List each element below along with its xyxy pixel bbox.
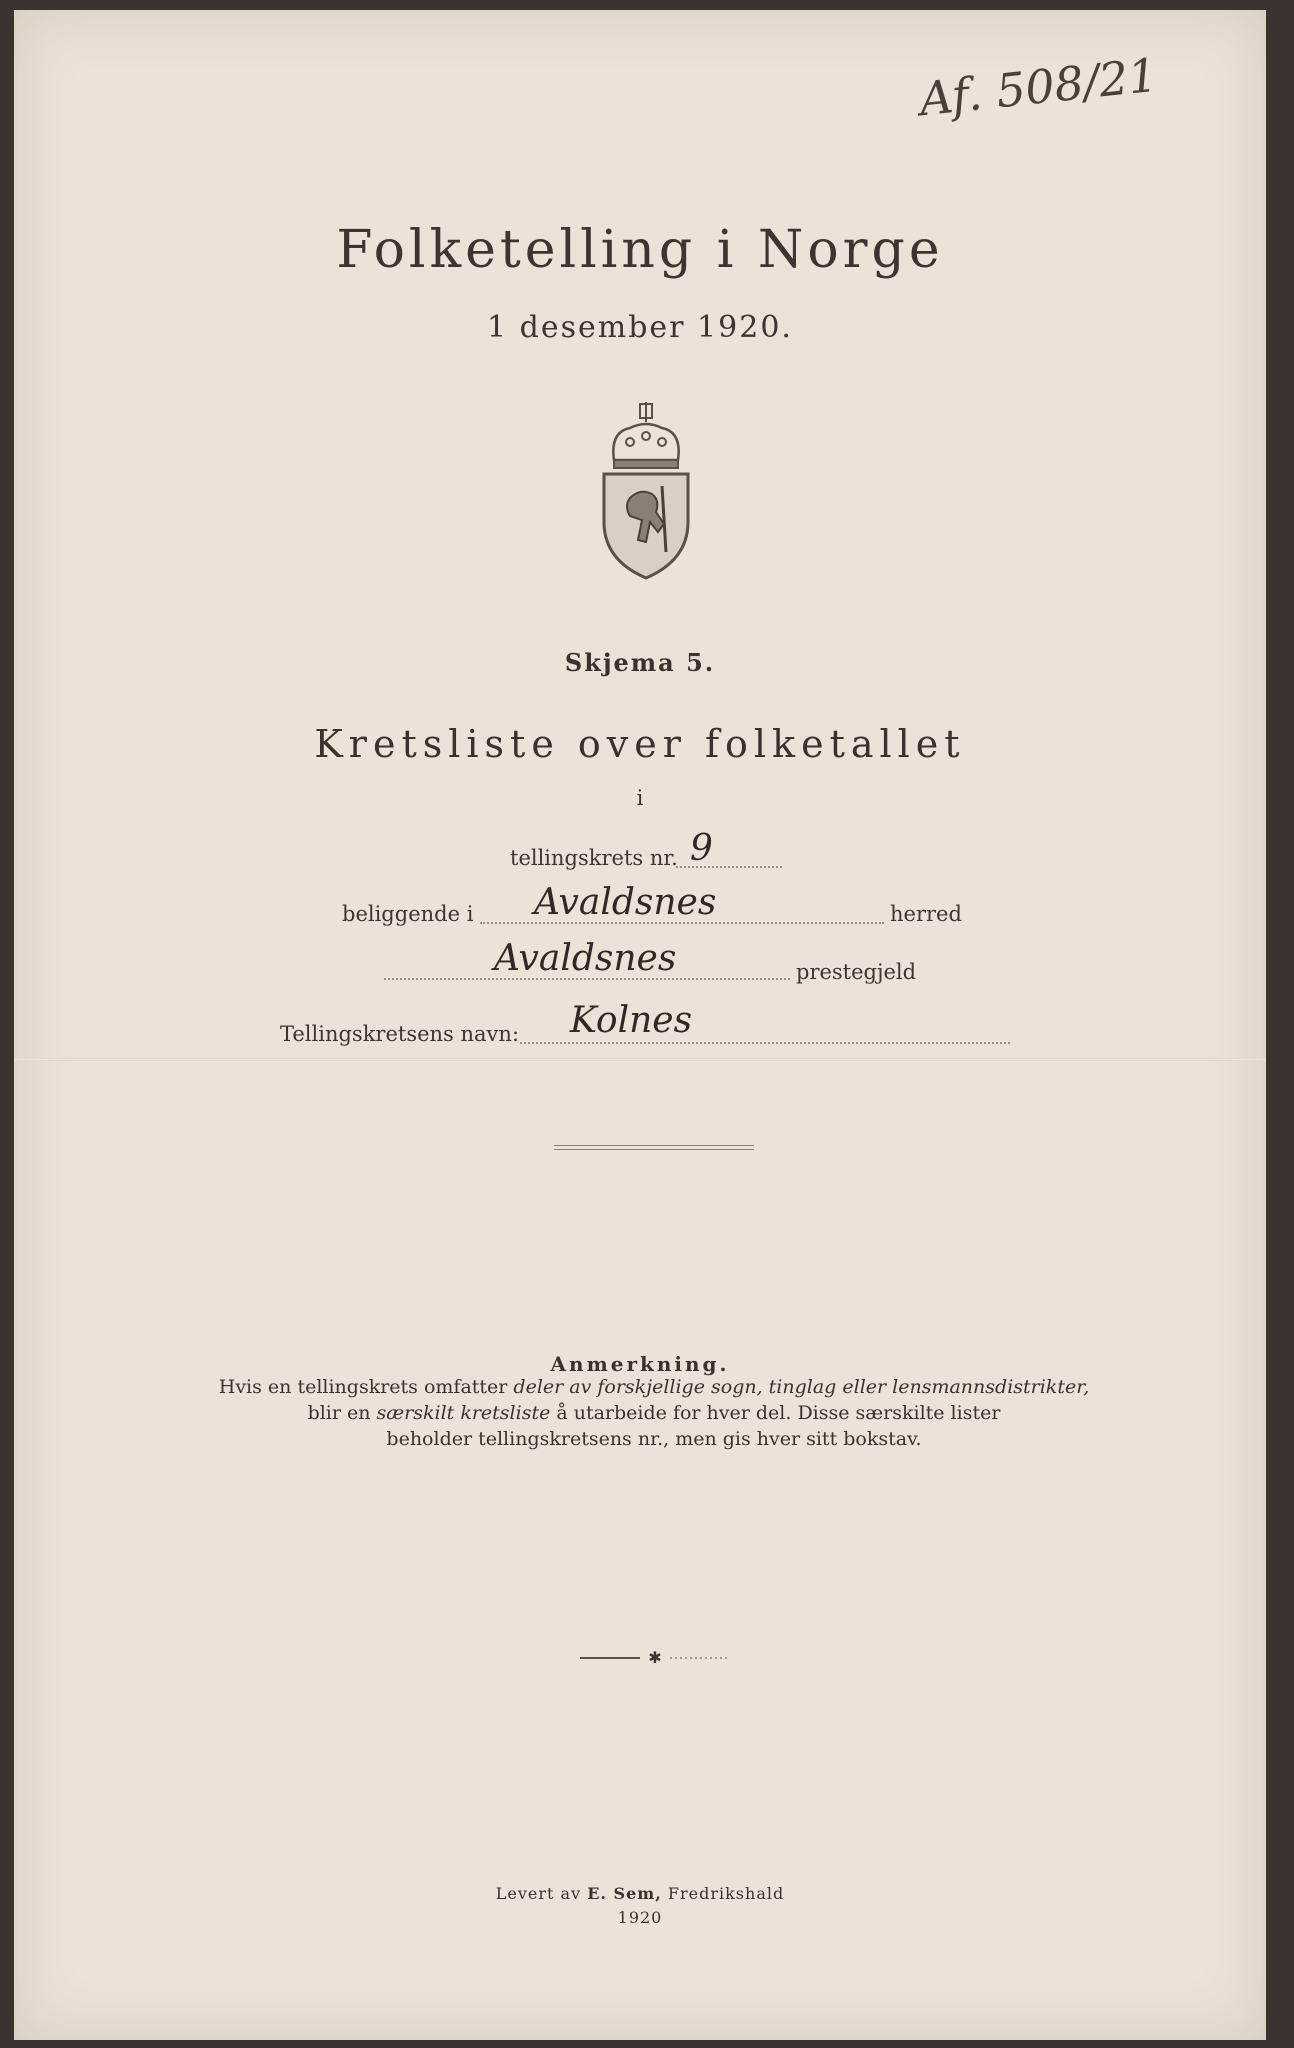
note-line-2 — [204, 1400, 1104, 1426]
printer-imprint — [14, 1882, 1266, 1930]
kretsnavn-value: Kolnes — [570, 1000, 693, 1041]
note-line-2-italic: særskilt kretsliste — [376, 1402, 551, 1424]
list-heading: Kretsliste over folketallet — [314, 722, 966, 766]
note-line-1 — [204, 1374, 1104, 1400]
ornament-icon — [580, 1650, 730, 1666]
kretsnavn-label: Tellingskretsens navn: — [280, 1022, 520, 1046]
census-date: 1 desember 1920. — [487, 310, 793, 345]
printer-year: 1920 — [617, 1908, 663, 1927]
note-line-1-italic: deler av forskjellige sogn, tinglag eller lensmannsdistrikter, — [513, 1376, 1090, 1398]
schema-number: Skjema 5. — [564, 648, 716, 677]
printer-line — [14, 1882, 1266, 1906]
tellingskrets-value: 9 — [690, 828, 713, 869]
tellingskrets-label: tellingskrets nr. — [510, 846, 678, 870]
note-title: Anmerkning. — [550, 1352, 730, 1376]
printer-prefix: Levert av — [495, 1884, 588, 1903]
note-line-1-text: Hvis en tellingskrets omfatter — [218, 1376, 514, 1398]
note-line-2-text: blir en — [307, 1402, 377, 1424]
printer-name: E. Sem, — [587, 1884, 662, 1903]
form-title: Folketelling i Norge — [336, 220, 944, 280]
archive-note: Af. 508/21 — [916, 47, 1161, 127]
note-body — [204, 1374, 1104, 1452]
census-form-page — [14, 10, 1266, 2040]
note-line-2-rest: å utarbeide for hver del. Disse særskilte lister — [550, 1402, 1001, 1424]
svg-text:✱: ✱ — [648, 1650, 662, 1666]
prestegjeld-value: Avaldsnes — [494, 938, 677, 979]
note-line-3: beholder tellingskretsens nr., men gis hver sitt bokstav. — [386, 1428, 922, 1450]
beliggende-label: beliggende i — [342, 902, 474, 926]
kretsnavn-line — [520, 1042, 1010, 1044]
herred-label: herred — [890, 902, 962, 926]
paper-fold — [14, 1058, 1266, 1061]
separator-rule — [554, 1145, 754, 1153]
printer-place: Fredrikshald — [661, 1884, 785, 1903]
heading-connector: i — [636, 786, 644, 810]
prestegjeld-label: prestegjeld — [796, 960, 917, 984]
coat-of-arms-icon — [600, 402, 692, 580]
beliggende-value: Avaldsnes — [534, 882, 717, 923]
